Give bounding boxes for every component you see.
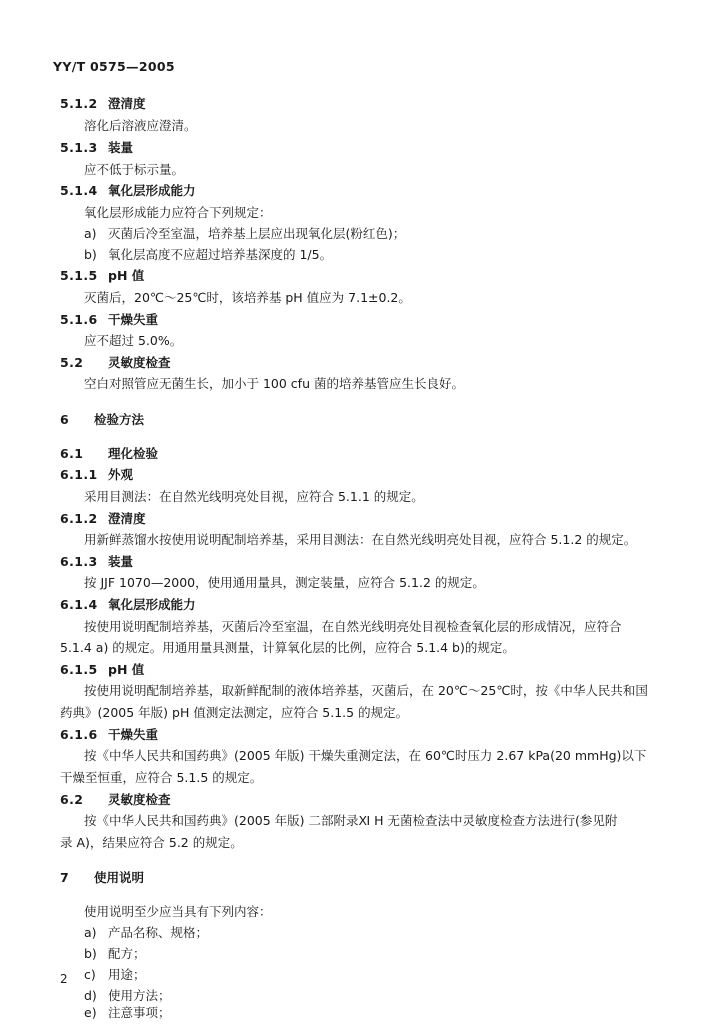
clause-text: 按使用说明配制培养基，取新鲜配制的液体培养基，灭菌后，在 20℃～25℃时，按《中华人民共和国 <box>84 683 648 698</box>
clause-heading: 5.1.2 澄清度 <box>60 96 146 111</box>
list-item: d) 使用方法； <box>84 988 171 1003</box>
list-item: a) 灭菌后冷至室温，培养基上层应出现氧化层(粉红色)； <box>84 226 406 241</box>
list-item: e) 注意事项； <box>84 1005 171 1020</box>
list-item: b) 配方； <box>84 946 146 961</box>
clause-text: 应不超过 5.0%。 <box>84 333 183 348</box>
clause-heading: 6.1.5 pH 值 <box>60 662 145 677</box>
clause-heading: 6.2 灵敏度检查 <box>60 792 171 807</box>
section-heading: 6 检验方法 <box>60 412 145 427</box>
clause-heading: 6.1 理化检验 <box>60 446 159 461</box>
clause-text: 应不低于标示量。 <box>84 162 185 177</box>
clause-heading: 5.1.4 氧化层形成能力 <box>60 183 196 198</box>
standard-code-header: YY/T 0575—2005 <box>53 59 175 74</box>
clause-heading: 6.1.2 澄清度 <box>60 511 146 526</box>
clause-heading: 5.2 灵敏度检查 <box>60 355 171 370</box>
clause-heading: 6.1.1 外观 <box>60 467 134 482</box>
clause-text: 按《中华人民共和国药典》(2005 年版) 二部附录Ⅺ H 无菌检查法中灵敏度检查方法进行(参见附 <box>84 813 618 828</box>
clause-text: 按《中华人民共和国药典》(2005 年版) 干燥失重测定法，在 60℃时压力 2.67 kPa(20 mmHg)以下 <box>84 748 647 763</box>
clause-heading: 5.1.5 pH 值 <box>60 268 145 283</box>
clause-text: 按 JJF 1070—2000，使用通用量具，测定装量，应符合 5.1.2 的规定。 <box>84 575 485 590</box>
clause-heading: 5.1.3 装量 <box>60 140 134 155</box>
page-number: 2 <box>60 972 68 986</box>
clause-text: 录 A)，结果应符合 5.2 的规定。 <box>60 835 243 850</box>
clause-text: 氧化层形成能力应符合下列规定： <box>84 205 272 220</box>
list-item: a) 产品名称、规格； <box>84 925 209 940</box>
clause-text: 5.1.4 a) 的规定。用通用量具测量，计算氧化层的比例，应符合 5.1.4 b)的规定。 <box>60 640 515 655</box>
clause-heading: 6.1.4 氧化层形成能力 <box>60 597 196 612</box>
clause-heading: 5.1.6 干燥失重 <box>60 312 159 327</box>
clause-text: 按使用说明配制培养基，灭菌后冷至室温，在自然光线明亮处目视检查氧化层的形成情况，应符合 <box>84 619 622 634</box>
clause-heading: 6.1.6 干燥失重 <box>60 727 159 742</box>
clause-heading: 6.1.3 装量 <box>60 554 134 569</box>
clause-text: 灭菌后，20℃～25℃时，该培养基 pH 值应为 7.1±0.2。 <box>84 290 411 305</box>
clause-text: 干燥至恒重，应符合 5.1.5 的规定。 <box>60 770 263 785</box>
clause-text: 采用目测法：在自然光线明亮处目视，应符合 5.1.1 的规定。 <box>84 489 424 504</box>
list-item: b) 氧化层高度不应超过培养基深度的 1/5。 <box>84 247 333 262</box>
clause-text: 药典》(2005 年版) pH 值测定法测定，应符合 5.1.5 的规定。 <box>60 705 409 720</box>
clause-text: 用新鲜蒸馏水按使用说明配制培养基，采用目测法：在自然光线明亮处目视，应符合 5.1.2 的规定。 <box>84 532 637 547</box>
list-item: c) 用途； <box>84 967 146 982</box>
section-heading: 7 使用说明 <box>60 870 145 885</box>
clause-text: 溶化后溶液应澄清。 <box>84 118 197 133</box>
clause-text: 空白对照管应无菌生长，加小于 100 cfu 菌的培养基管应生长良好。 <box>84 376 464 391</box>
clause-text: 使用说明至少应当具有下列内容： <box>84 904 272 919</box>
